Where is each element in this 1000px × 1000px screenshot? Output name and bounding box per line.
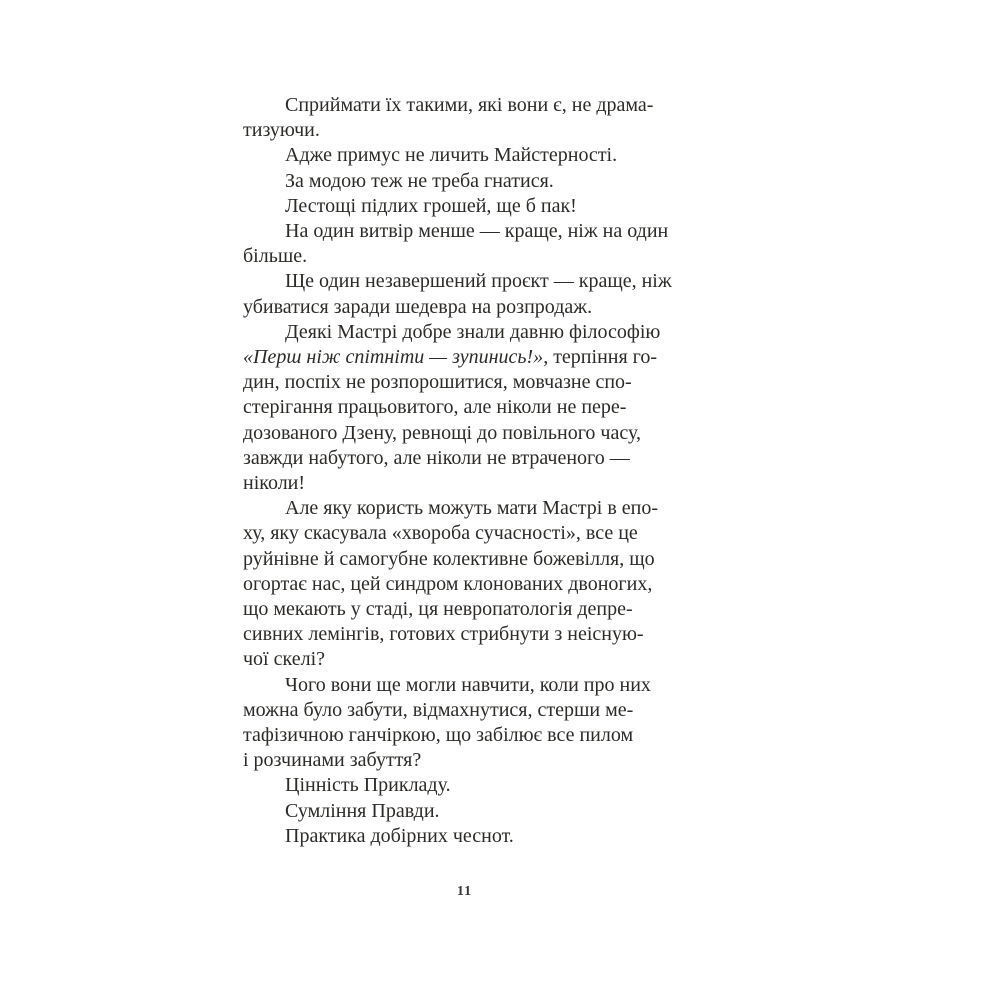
line-text: можна було забути, відмахнутися, стерши ме- (243, 698, 634, 721)
text-line (243, 597, 686, 622)
line-text: тизуючи. (243, 119, 320, 142)
text-line (243, 320, 686, 345)
line-text: Практика добірних чеснот. (285, 824, 514, 847)
text-line (243, 269, 686, 294)
text-line (243, 345, 686, 370)
page-text (243, 93, 686, 849)
line-text: сивних лемінгів, готових стрибнути з неісную- (243, 623, 644, 646)
line-text: Сумління Правди. (285, 799, 440, 822)
text-line (243, 748, 686, 773)
text-line (243, 647, 686, 672)
text-line (243, 244, 686, 269)
line-text: Чого вони ще могли навчити, коли про них (285, 673, 651, 696)
line-text: Сприймати їх такими, які вони є, не драма- (285, 94, 654, 116)
line-text: ніколи! (243, 472, 306, 495)
text-line (243, 395, 686, 420)
line-text: тафізичною ганчіркою, що забілює все пилом (243, 724, 634, 747)
text-line (243, 295, 686, 320)
line-text: Цінність Прикладу. (285, 774, 451, 797)
line-text: Лестощі підлих грошей, ще б пак! (285, 194, 577, 217)
text-line (243, 698, 686, 723)
text-line (243, 169, 686, 194)
line-text: огортає нас, цей синдром клонованих двоногих, (243, 572, 653, 595)
text-line (243, 723, 686, 748)
line-text: Ще один незавершений проєкт — краще, ніж (285, 270, 672, 293)
line-text: більше. (243, 245, 308, 268)
text-line (243, 143, 686, 168)
line-text: За модою теж не треба гнатися. (285, 169, 554, 192)
text-line (243, 446, 686, 471)
line-text: На один витвір менше — краще, ніж на один (285, 220, 669, 243)
text-line (243, 118, 686, 143)
page-number: 11 (456, 884, 473, 899)
line-text: убиватися заради шедевра на розпродаж. (243, 295, 593, 318)
text-line (243, 496, 686, 521)
line-text: , терпіння го- (543, 346, 658, 369)
text-line (243, 521, 686, 546)
text-line (243, 471, 686, 496)
line-text: і розчинами забуття? (243, 749, 422, 772)
line-text: Але яку користь можуть мати Мастрі в епо- (285, 497, 658, 520)
line-text: дин, поспіх не розпорошитися, мовчазне спо- (243, 371, 632, 394)
text-line (243, 824, 686, 849)
line-text: ху, яку скасувала «хвороба сучасності», все це (243, 522, 638, 545)
text-line (243, 673, 686, 698)
text-line (243, 219, 686, 244)
text-line (243, 421, 686, 446)
text-line (243, 370, 686, 395)
text-line (243, 799, 686, 824)
line-text: Адже примус не личить Майстерності. (285, 144, 618, 167)
text-line (243, 622, 686, 647)
text-line (243, 547, 686, 572)
text-line (243, 572, 686, 597)
line-text: стерігання працьовитого, але ніколи не пере- (243, 396, 627, 419)
text-line (243, 773, 686, 798)
line-text: чої скелі? (243, 648, 326, 671)
line-text: руйнівне й самогубне колективне божевілля, що (243, 547, 655, 570)
line-text: Деякі Мастрі добре знали давню філософію (285, 320, 661, 343)
line-text: що мекають у стаді, ця невропатологія депре- (243, 598, 633, 621)
text-line (243, 93, 686, 118)
line-text: завжди набутого, але ніколи не втраченого — (243, 446, 630, 469)
text-line (243, 194, 686, 219)
line-text: дозованого Дзену, ревнощі до повільного часу, (243, 421, 641, 444)
italic-quote-text: «Перш ніж спітніти — зупинись!» (243, 346, 544, 369)
